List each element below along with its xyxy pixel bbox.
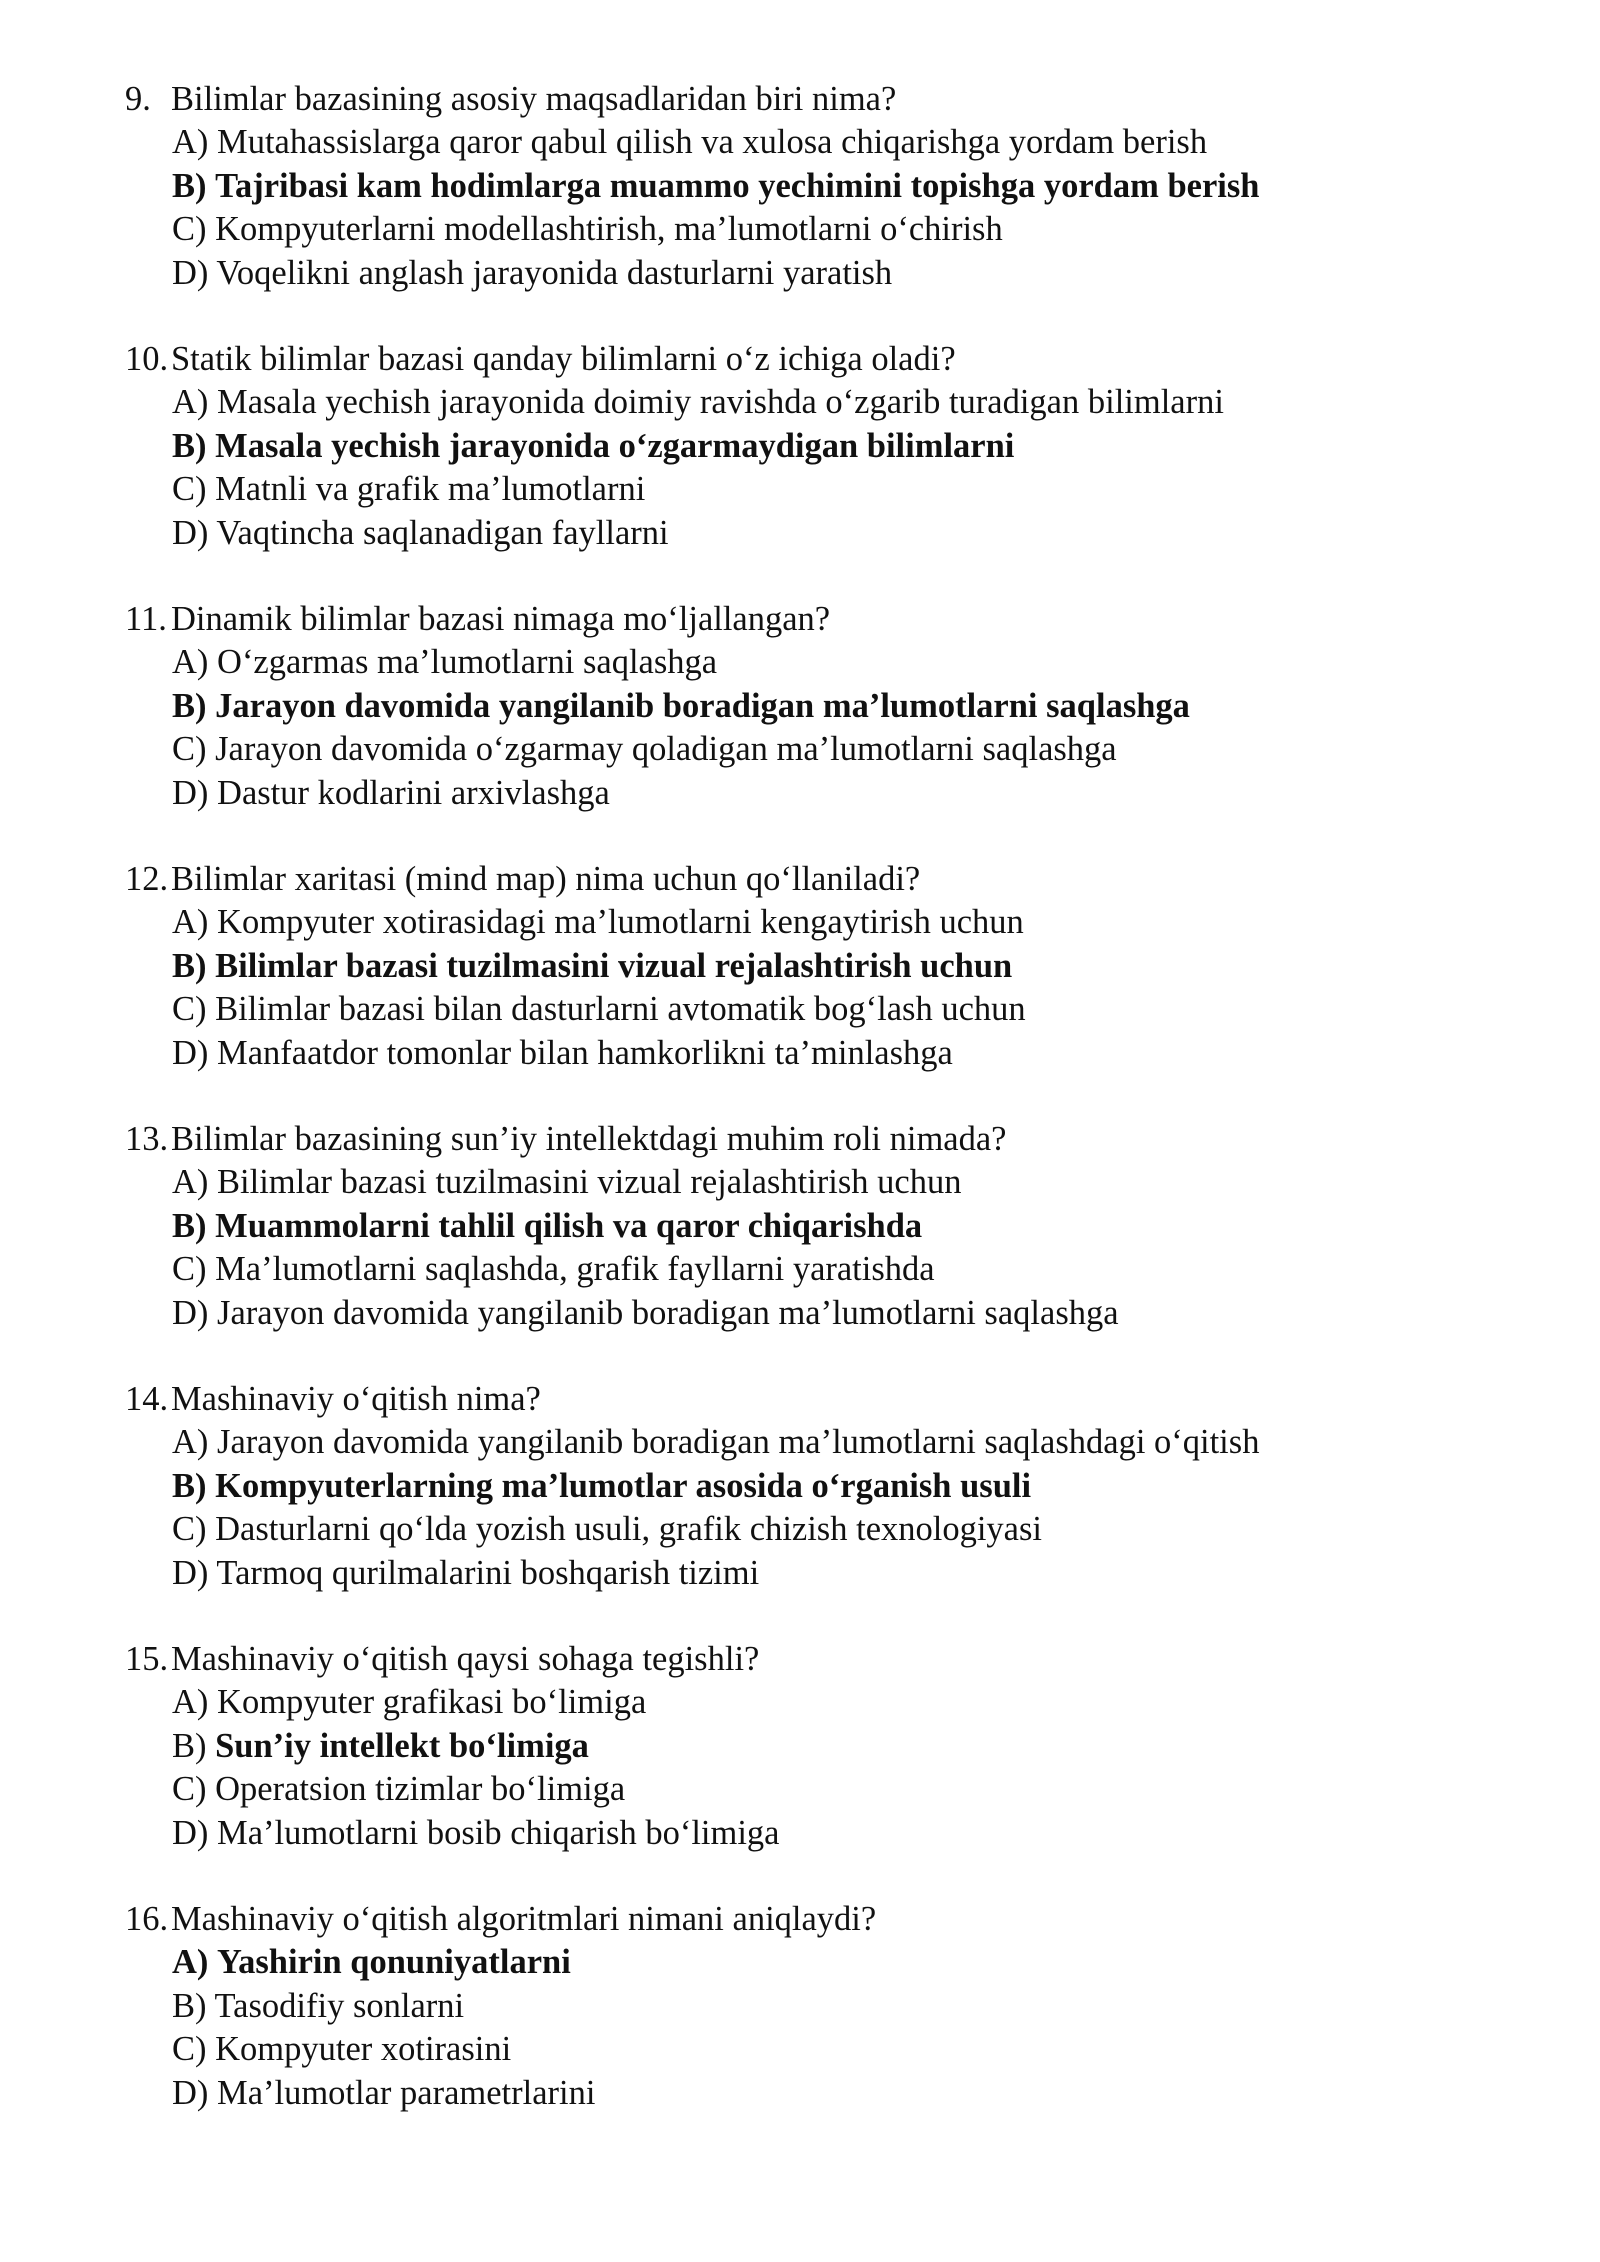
question-text: Bilimlar xaritasi (mind map) nima uchun qo‘llaniladi? (171, 860, 921, 898)
question-stem (0, 338, 1600, 381)
answer-option (0, 685, 1600, 728)
option-label: A) (172, 383, 209, 422)
question-number: 11. (125, 600, 167, 638)
option-label: C) (172, 1770, 207, 1809)
option-label: D) (172, 773, 209, 812)
question-stem (0, 1378, 1600, 1421)
question-stem (0, 78, 1600, 121)
question-block (0, 598, 1600, 815)
option-label: C) (172, 470, 207, 509)
option-label: C) (172, 1510, 207, 1549)
answer-option (0, 1161, 1600, 1204)
question-block (0, 858, 1600, 1075)
option-label: D) (172, 1813, 209, 1852)
option-label: B) (172, 1466, 207, 1505)
answer-option (0, 468, 1600, 511)
option-label: D) (172, 513, 209, 552)
question-block (0, 338, 1600, 555)
answer-option (0, 1725, 1600, 1768)
question-text: Bilimlar bazasining sun’iy intellektdagi muhim roli nimada? (171, 1120, 1007, 1158)
option-text: Kompyuter grafikasi bo‘limiga (217, 1683, 647, 1722)
question-number: 14. (125, 1380, 169, 1418)
option-label: C) (172, 2030, 207, 2069)
option-label: A) (172, 903, 209, 942)
option-label: A) (172, 1423, 209, 1462)
option-text: Matnli va grafik ma’lumotlarni (215, 470, 646, 509)
option-text: Jarayon davomida yangilanib boradigan ma’lumotlarni saqlashga (217, 1293, 1119, 1332)
option-text: Tasodifiy sonlarni (214, 1986, 465, 2025)
answer-option (0, 945, 1600, 988)
option-text: Bilimlar bazasi tuzilmasini vizual rejalashtirish uchun (217, 1163, 962, 1202)
option-text: Ma’lumotlar parametrlarini (217, 2073, 596, 2112)
answer-option (0, 1421, 1600, 1464)
option-text: O‘zgarmas ma’lumotlarni saqlashga (217, 643, 718, 682)
question-text: Dinamik bilimlar bazasi nimaga mo‘ljallangan? (171, 600, 831, 638)
option-label: B) (172, 1986, 207, 2025)
answer-option (0, 1292, 1600, 1335)
option-label: C) (172, 990, 207, 1029)
answer-option (0, 121, 1600, 164)
option-label: B) (172, 946, 207, 985)
option-label: A) (172, 123, 209, 162)
answer-option (0, 1205, 1600, 1248)
option-label: C) (172, 1250, 207, 1289)
option-text: Ma’lumotlarni saqlashda, grafik fayllarni yaratishda (215, 1250, 935, 1289)
answer-option (0, 1248, 1600, 1291)
answer-option (0, 1552, 1600, 1595)
answer-option (0, 901, 1600, 944)
answer-option (0, 1508, 1600, 1551)
correct-option-text: Tajribasi kam hodimlarga muammo yechimini topishga yordam berish (215, 166, 1260, 205)
answer-option (0, 728, 1600, 771)
correct-option-text: Jarayon davomida yangilanib boradigan ma’lumotlarni saqlashga (215, 686, 1190, 725)
correct-option-text: Muammolarni tahlil qilish va qaror chiqarishda (215, 1206, 923, 1245)
question-text: Statik bilimlar bazasi qanday bilimlarni o‘z ichiga oladi? (171, 340, 956, 378)
question-text: Mashinaviy o‘qitish nima? (171, 1380, 541, 1418)
option-text: Kompyuter xotirasidagi ma’lumotlarni kengaytirish uchun (217, 903, 1024, 942)
answer-option (0, 252, 1600, 295)
question-text: Mashinaviy o‘qitish algoritmlari nimani aniqlaydi? (171, 1900, 877, 1938)
option-label: D) (172, 1553, 209, 1592)
answer-option (0, 1941, 1600, 1984)
question-stem (0, 1898, 1600, 1941)
option-text: Dastur kodlarini arxivlashga (217, 773, 610, 812)
answer-option (0, 1681, 1600, 1724)
option-text: Jarayon davomida yangilanib boradigan ma’lumotlarni saqlashdagi o‘qitish (217, 1423, 1260, 1462)
option-label: D) (172, 253, 209, 292)
question-block (0, 1638, 1600, 1855)
option-text: Manfaatdor tomonlar bilan hamkorlikni ta’minlashga (217, 1033, 953, 1072)
question-text: Mashinaviy o‘qitish qaysi sohaga tegishli? (171, 1640, 760, 1678)
option-label: B) (172, 686, 207, 725)
correct-option-text: Yashirin qonuniyatlarni (217, 1943, 571, 1982)
option-text: Dasturlarni qo‘lda yozish usuli, grafik chizish texnologiyasi (215, 1510, 1042, 1549)
question-block (0, 78, 1600, 295)
answer-option (0, 1985, 1600, 2028)
answer-option (0, 2028, 1600, 2071)
option-text: Masala yechish jarayonida doimiy ravishda o‘zgarib turadigan bilimlarni (217, 383, 1224, 422)
correct-option-text: Sun’iy intellekt bo‘limiga (215, 1726, 589, 1765)
question-stem (0, 598, 1600, 641)
answer-option (0, 2072, 1600, 2115)
answer-option (0, 1032, 1600, 1075)
correct-option-text: Bilimlar bazasi tuzilmasini vizual rejalashtirish uchun (215, 946, 1013, 985)
question-number: 16. (125, 1900, 169, 1938)
option-text: Voqelikni anglash jarayonida dasturlarni yaratish (216, 253, 893, 292)
correct-option-text: Kompyuterlarning ma’lumotlar asosida o‘rganish usuli (215, 1466, 1032, 1505)
answer-option (0, 641, 1600, 684)
answer-option (0, 208, 1600, 251)
question-block (0, 1378, 1600, 1595)
option-label: C) (172, 210, 207, 249)
option-label: A) (172, 1943, 209, 1982)
option-label: D) (172, 2073, 209, 2112)
answer-option (0, 425, 1600, 468)
option-text: Tarmoq qurilmalarini boshqarish tizimi (216, 1553, 760, 1592)
answer-option (0, 165, 1600, 208)
option-label: B) (172, 166, 207, 205)
answer-option (0, 1812, 1600, 1855)
option-label: A) (172, 1683, 209, 1722)
option-text: Kompyuterlarni modellashtirish, ma’lumotlarni o‘chirish (215, 210, 1003, 249)
option-label: B) (172, 1206, 207, 1245)
option-label: B) (172, 1726, 207, 1765)
answer-option (0, 381, 1600, 424)
option-label: A) (172, 643, 209, 682)
answer-option (0, 512, 1600, 555)
question-stem (0, 1638, 1600, 1681)
answer-option (0, 772, 1600, 815)
correct-option-text: Masala yechish jarayonida o‘zgarmaydigan bilimlarni (215, 426, 1015, 465)
option-text: Operatsion tizimlar bo‘limiga (215, 1770, 626, 1809)
question-stem (0, 858, 1600, 901)
answer-option (0, 988, 1600, 1031)
answer-option (0, 1768, 1600, 1811)
question-block (0, 1118, 1600, 1335)
option-text: Mutahassislarga qaror qabul qilish va xulosa chiqarishga yordam berish (217, 123, 1208, 162)
option-text: Vaqtincha saqlanadigan fayllarni (216, 513, 669, 552)
option-label: C) (172, 730, 207, 769)
question-number: 13. (125, 1120, 169, 1158)
option-text: Jarayon davomida o‘zgarmay qoladigan ma’lumotlarni saqlashga (215, 730, 1117, 769)
question-stem (0, 1118, 1600, 1161)
option-text: Kompyuter xotirasini (215, 2030, 512, 2069)
option-text: Ma’lumotlarni bosib chiqarish bo‘limiga (217, 1813, 780, 1852)
question-number: 12. (125, 860, 169, 898)
question-text: Bilimlar bazasining asosiy maqsadlaridan biri nima? (171, 80, 897, 118)
option-label: B) (172, 426, 207, 465)
question-number: 9. (125, 80, 151, 118)
answer-option (0, 1465, 1600, 1508)
question-block (0, 1898, 1600, 2115)
question-number: 10. (125, 340, 169, 378)
option-label: D) (172, 1293, 209, 1332)
option-label: D) (172, 1033, 209, 1072)
question-number: 15. (125, 1640, 169, 1678)
option-label: A) (172, 1163, 209, 1202)
option-text: Bilimlar bazasi bilan dasturlarni avtomatik bog‘lash uchun (215, 990, 1026, 1029)
